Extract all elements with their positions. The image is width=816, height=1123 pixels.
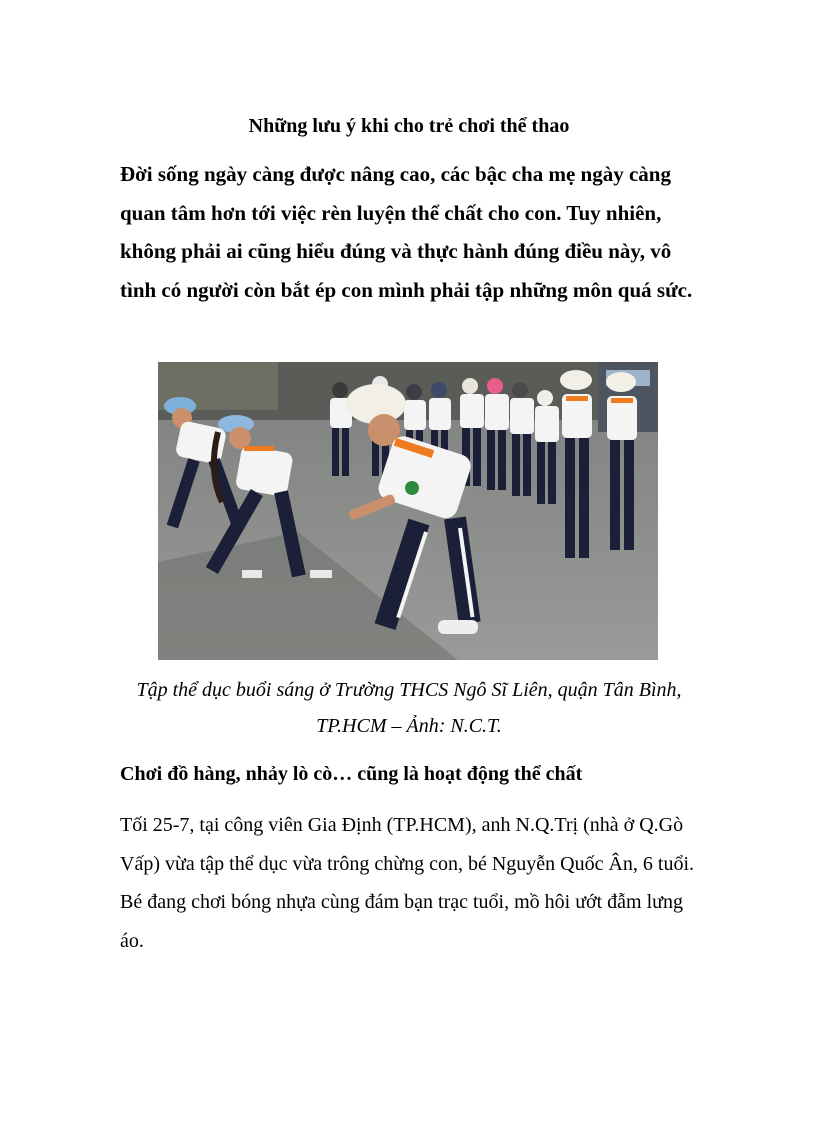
article-title: Những lưu ý khi cho trẻ chơi thể thao xyxy=(248,115,570,137)
photo-caption: Tập thể dục buổi sáng ở Trường THCS Ngô Sĩ Liên, quận Tân Bình, TP.HCM – Ảnh: N.C.T. xyxy=(136,679,682,737)
section-body: Tối 25-7, tại công viên Gia Định (TP.HCM), anh N.Q.Trị (nhà ở Q.Gò Vấp) vừa tập thể dục vừa trông chừng con, bé Nguyễn Quốc Ân, 6 tuổi. Bé đang chơi bóng nhựa cùng đám bạn trạc tuổi, mồ hôi ướt đẫm lưng áo. xyxy=(120,814,695,952)
photo-illustration xyxy=(158,362,658,660)
article-lead: Đời sống ngày càng được nâng cao, các bậc cha mẹ ngày càng quan tâm hơn tới việc rèn luyện thể chất cho con. Tuy nhiên, không phải ai cũng hiểu đúng và thực hành đúng điều này, vô tình có người còn bắt ép con mình phải tập những môn quá sức. xyxy=(120,162,693,302)
article-photo xyxy=(158,362,658,660)
section-heading: Chơi đồ hàng, nhảy lò cò… cũng là hoạt động thể chất xyxy=(120,763,583,785)
